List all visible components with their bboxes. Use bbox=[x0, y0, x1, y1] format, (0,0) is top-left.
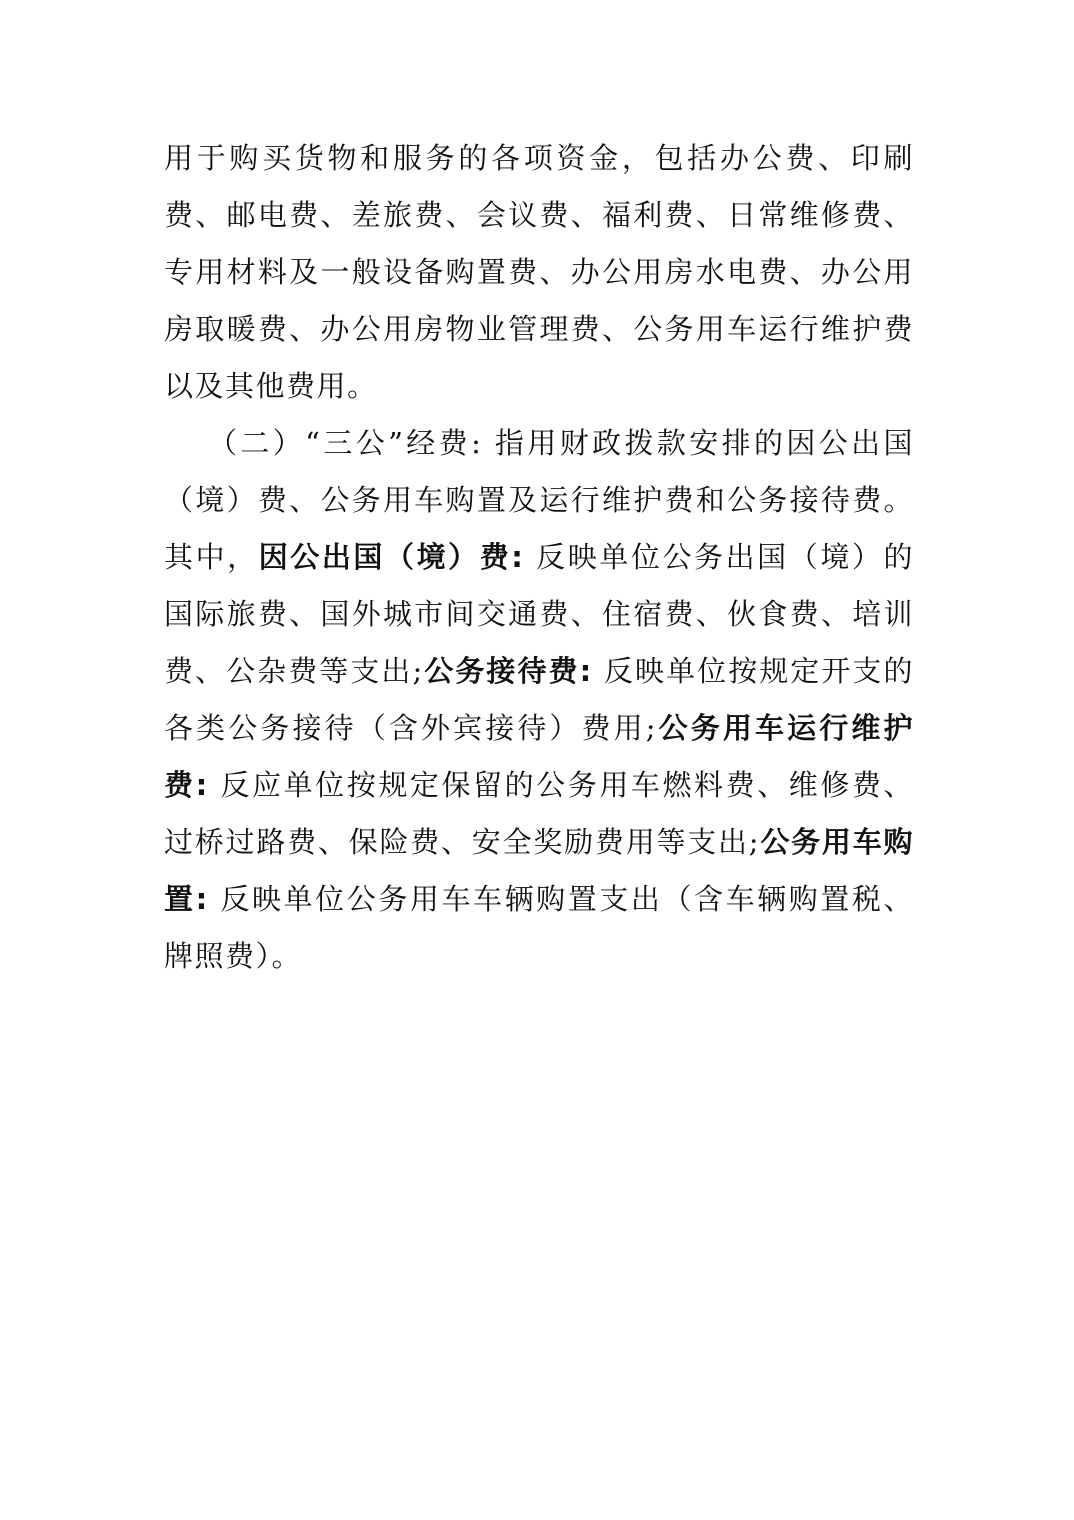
term-overseas-travel: 因公出国（境）费: bbox=[258, 540, 525, 574]
paragraph-expenses: 用于购买货物和服务的各项资金，包括办公费、印刷费、邮电费、差旅费、会议费、福利费、日常维修费、专用材料及一般设备购置费、办公用房水电费、办公用房取暖费、办公用房物业管理费、公务用车运行维护费以及其他费用。 bbox=[164, 141, 914, 403]
definition-vehicle-purchase: 反映单位公务用车车辆购置支出（含车辆购置税、牌照费）。 bbox=[164, 882, 914, 973]
term-vehicle-maintenance: 公务用车运行维护费: bbox=[164, 711, 914, 802]
definition-vehicle-maintenance: 反应单位按规定保留的公务用车燃料费、维修费、过桥过路费、保险费、安全奖励费用等支出; bbox=[164, 768, 914, 859]
term-vehicle-purchase: 公务用车购置: bbox=[164, 825, 914, 916]
paragraph-three-public-funds bbox=[164, 415, 914, 985]
paragraph-intro: （二）“三公”经费: 指用财政拨款安排的因公出国（境）费、公务用车购置及运行维护费和公务接待费。其中， bbox=[164, 426, 914, 574]
term-official-reception: 公务接待费: bbox=[423, 654, 593, 688]
definition-official-reception: 反映单位按规定开支的各类公务接待（含外宾接待）费用; bbox=[164, 654, 914, 745]
body-text bbox=[164, 130, 914, 985]
definition-overseas-travel: 反映单位公务出国（境）的国际旅费、国外城市间交通费、住宿费、伙食费、培训费、公杂费等支出; bbox=[164, 540, 914, 688]
